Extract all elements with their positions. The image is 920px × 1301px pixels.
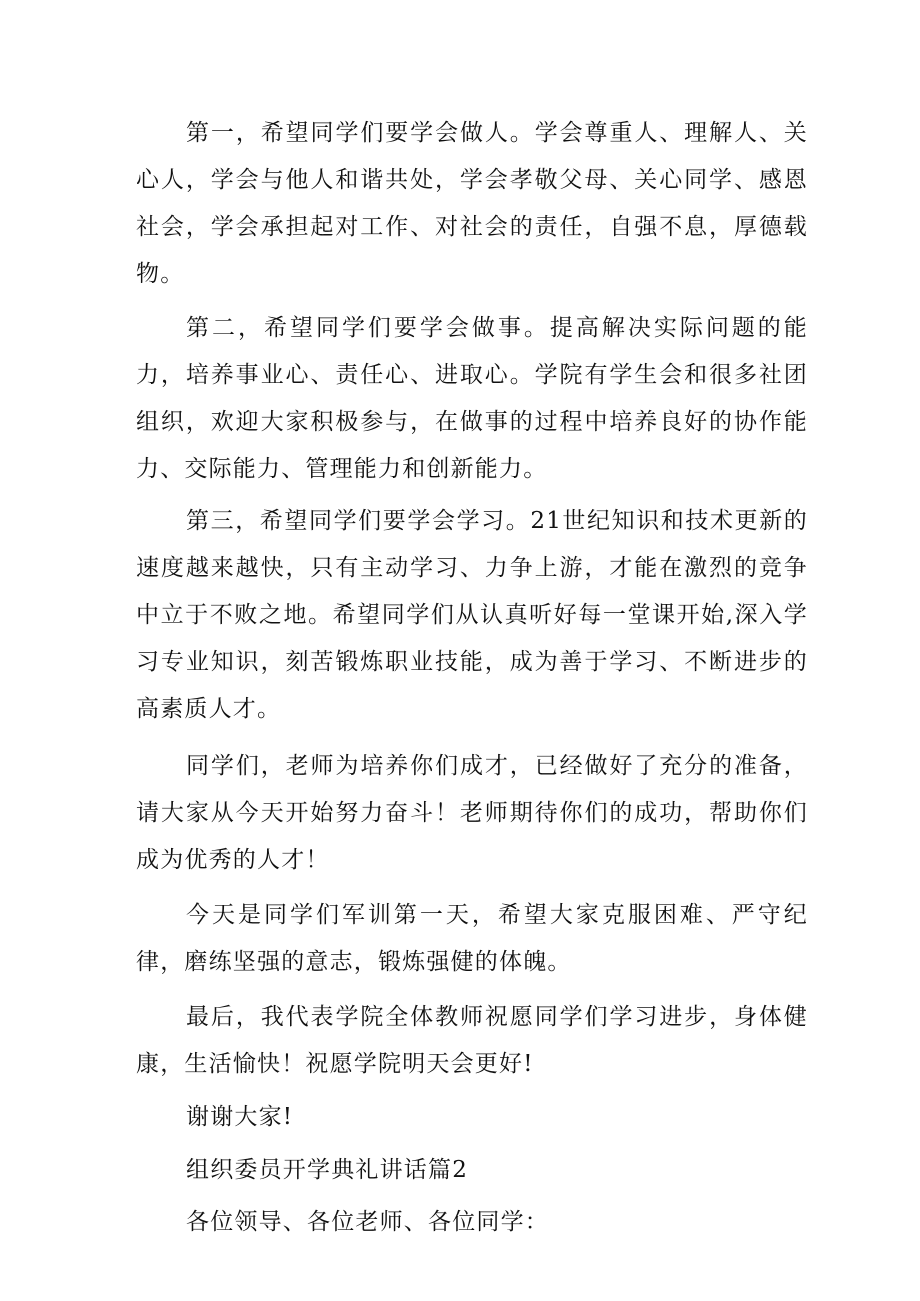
document-body xyxy=(136,110,808,1250)
paragraph-learn-to-study: 第三，希望同学们要学会学习。21世纪知识和技术更新的速度越来越快，只有主动学习、力争上游，才能在激烈的竞争中立于不败之地。希望同学们从认真听好每一堂课开始,深入学习专业知识，刻苦锻炼职业技能，成为善于学习、不断进步的高素质人才。 xyxy=(136,508,808,722)
paragraph-teachers-expectation: 同学们，老师为培养你们成才，已经做好了充分的准备，请大家从今天开始努力奋斗！老师期待你们的成功，帮助你们成为优秀的人才！ xyxy=(136,753,808,873)
salutation: 各位领导、各位老师、各位同学： xyxy=(186,1209,549,1235)
paragraph-learn-to-be-a-person: 第一，希望同学们要学会做人。学会尊重人、理解人、关心人，学会与他人和谐共处，学会孝敬父母、关心同学、感恩社会，学会承担起对工作、对社会的责任，自强不息，厚德载物。 xyxy=(136,120,808,287)
section-title: 组织委员开学典礼讲话篇2 xyxy=(186,1157,469,1183)
paragraph-thanks: 谢谢大家! xyxy=(186,1104,294,1130)
paragraph-learn-to-do-things: 第二，希望同学们要学会做事。提高解决实际问题的能力，培养事业心、责任心、进取心。学院有学生会和很多社团组织，欢迎大家积极参与，在做事的过程中培养良好的协作能力、交际能力、管理能力和创新能力。 xyxy=(136,315,808,482)
paragraph-military-training: 今天是同学们军训第一天，希望大家克服困难、严守纪律，磨练坚强的意志，锻炼强健的体魄。 xyxy=(136,902,808,975)
paragraph-closing-wishes: 最后，我代表学院全体教师祝愿同学们学习进步，身体健康，生活愉快！祝愿学院明天会更好! xyxy=(136,1004,808,1077)
